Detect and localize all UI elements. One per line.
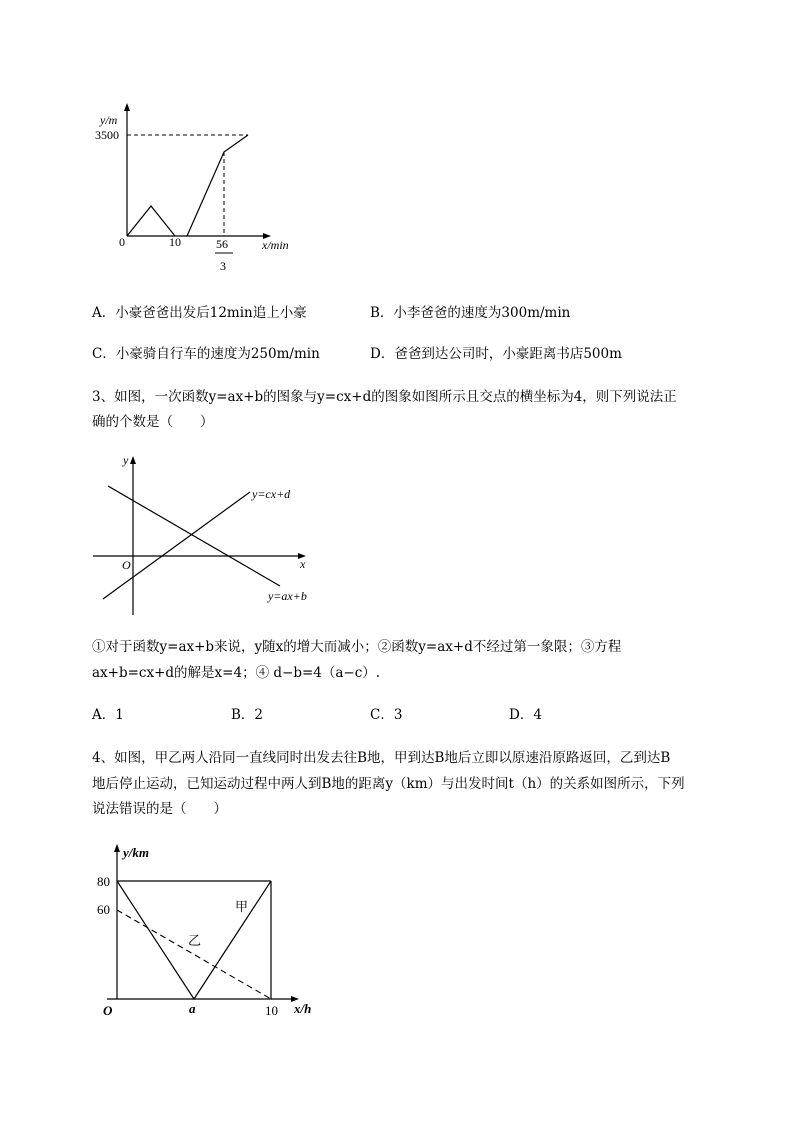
fig1-x-frac-den: 3 (220, 259, 226, 273)
q2-option-a[interactable]: A．小豪爸爸出发后12min追上小豪 (92, 305, 307, 321)
q4-question-line-2: 地后停止运动，已知运动过程中两人到B地的距离y（km）与出发时间t（h）的关系如图所示，下列 (92, 776, 685, 792)
q3-statements-line-1: ①对于函数y=ax+b来说，y随x的增大而减小；②函数y=ax+d不经过第一象限；③方程 (92, 639, 622, 655)
fig4-x-tick-a: a (189, 1001, 196, 1016)
figure-3-linear-functions (88, 450, 318, 620)
fig3-line-cx-d (103, 492, 250, 599)
q3-question-line-1: 3、如图，一次函数y=ax+b的图象与y=cx+d的图象如图所示且交点的横坐标为4，则下列说法正 (92, 389, 677, 405)
fig1-x-tick-10: 10 (169, 235, 181, 249)
figure-4-distance-time-graph (90, 838, 330, 1028)
fig1-x-frac-num: 56 (216, 237, 228, 251)
q3-statements-line-2: ax+b=cx+d的解是x=4；④ d−b=4（a−c）. (92, 665, 381, 681)
q2-option-c[interactable]: C．小豪骑自行车的速度为250m/min (92, 346, 320, 362)
fig4-yi-dashed-line (117, 910, 271, 999)
q3-option-c[interactable]: C．3 (370, 707, 403, 723)
fig1-x-label: x/min (262, 238, 289, 252)
fig3-label-ax-b: y=ax+b (268, 589, 307, 603)
fig4-y-tick-60: 60 (97, 902, 110, 917)
fig4-x-label: x/h (294, 1001, 312, 1016)
fig1-dad-line (187, 135, 248, 236)
q3-option-d[interactable]: D．4 (509, 707, 542, 723)
fig4-y-label: y/km (123, 845, 149, 860)
fig4-label-jia: 甲 (235, 899, 249, 914)
fig3-x-label: x (300, 557, 306, 571)
fig4-y-arrow (114, 844, 120, 852)
q3-question-line-2: 确的个数是（ ） (92, 414, 214, 430)
q2-option-d[interactable]: D．爸爸到达公司时，小豪距离书店500m (370, 346, 622, 362)
fig1-y-tick-3500: 3500 (95, 128, 119, 142)
q4-question-line-1: 4、如图，甲乙两人沿同一直线同时出发去往B地，甲到达B地后立即以原速沿原路返回，乙到达B (92, 750, 671, 766)
fig3-y-label: y (123, 453, 129, 467)
fig4-y-tick-80: 80 (97, 874, 110, 889)
figure-1-distance-time-graph (90, 100, 320, 285)
fig1-y-label: y/m (100, 113, 118, 127)
fig4-label-yi: 乙 (188, 933, 202, 948)
fig3-y-arrow (130, 456, 136, 464)
q3-option-b[interactable]: B．2 (231, 707, 264, 723)
q2-option-b[interactable]: B．小李爸爸的速度为300m/min (370, 305, 571, 321)
q3-option-a[interactable]: A．1 (92, 707, 124, 723)
fig1-y-arrow (124, 103, 130, 111)
fig1-xiaohao-line (127, 206, 175, 236)
fig3-origin: O (122, 558, 131, 572)
fig3-label-cx-d: y=cx+d (252, 487, 291, 501)
fig3-line-ax-b (108, 486, 280, 586)
fig1-origin: 0 (119, 235, 125, 249)
fig4-origin: O (103, 1003, 113, 1018)
q4-question-line-3: 说法错误的是（ ） (92, 801, 227, 817)
fig4-x-tick-10: 10 (265, 1003, 278, 1018)
